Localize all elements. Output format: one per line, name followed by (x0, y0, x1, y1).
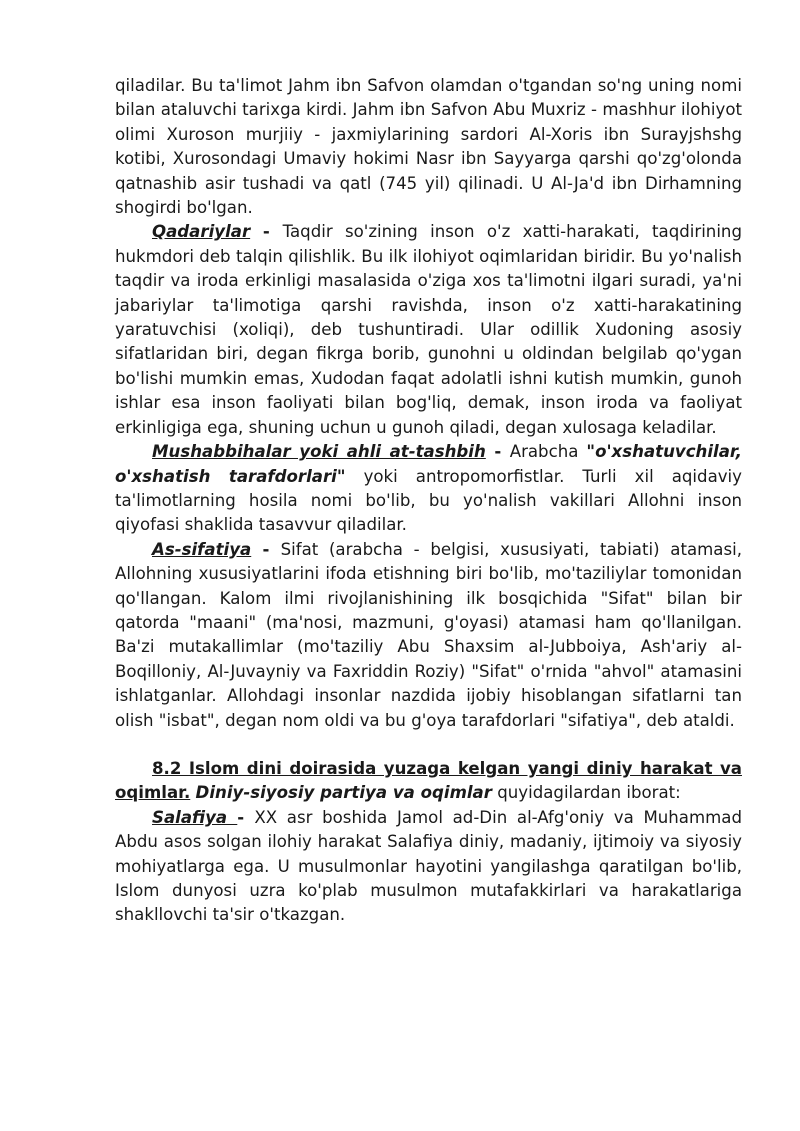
paragraph-text: quyidagilardan iborat: (491, 783, 681, 803)
paragraph-text: yoki antropomorfistlar. Turli xil aqidaviy ta'limotlarning hosila nomi bo'lib, bu yo'nalish vakillari Allohni inson qiyofasi shaklida tasavvur qiladilar. (115, 466, 742, 535)
term-dash: - (250, 222, 283, 242)
term-dash: - (251, 539, 281, 559)
paragraph-text: Arabcha (509, 442, 587, 462)
paragraph-salafiya (115, 806, 742, 928)
term-as-sifatiya: As-sifatiya (152, 539, 252, 559)
section-subheading: Diniy-siyosiy partiya va oqimlar (195, 783, 492, 803)
term-dash: - (485, 442, 510, 462)
term-qadariylar: Qadariylar (152, 222, 251, 242)
term-dash: - (237, 807, 255, 827)
paragraph-qadariylar (115, 220, 742, 440)
paragraph-mushabbihalar (115, 440, 742, 538)
section-heading-8-2 (115, 757, 742, 806)
paragraph-as-sifatiya (115, 538, 742, 733)
paragraph-text: XX asr boshida Jamol ad-Din al-Afg'oniy va Muhammad Abdu asos solgan ilohiy harakat Salafiya diniy, madaniy, ijtimoiy va siyosiy mohiyatlarga ega. U musulmonlar hayotini yangilashga qaratilgan bo'lib, Islom dunyosi uzra ko'plab musulmon mutafakkirlari va harakatlariga shakllovchi ta'sir o'tkazgan. (115, 807, 742, 925)
section-heading: 8.2 Islom dini doirasida yuzaga kelgan yangi diniy harakat va oqimlar. (115, 758, 742, 803)
term-mushabbihalar: Mushabbihalar yoki ahli at-tashbih (152, 442, 486, 462)
paragraph-jahm (115, 74, 742, 220)
paragraph-text: qiladilar. Bu ta'limot Jahm ibn Safvon olamdan o'tgandan so'ng uning nomi bilan ataluvchi tarixga kirdi. Jahm ibn Safvon Abu Muxriz - mashhur ilohiyot olimi Xuroson murjiiy - jaxmiylarining sardori Al-Xoris ibn Surayjshshg kotibi, Xurosondagi Umaviy hokimi Nasr ibn Sayyarga qarshi qo'zg'olonda qatnashib asir tushadi va qatl (745 yil) qilinadi. U Al-Ja'd ibn Dirhamning shogirdi bo'lgan. (115, 76, 742, 218)
term-salafiya: Salafiya (152, 807, 238, 827)
paragraph-text: Taqdir so'zining inson o'z xatti-harakati, taqdirining hukmdori deb talqin qilishlik. Bu ilk ilohiyot oqimlaridan biridir. Bu yo'nalish taqdir va iroda erkinligi masalasida o'ziga xos ta'limotni ilgari suradi, ya'ni jabariylar ta'limotiga qarshi ravishda, inson o'z xatti-harakatining yaratuvchisi (xoliqi), deb tushuntiradi. Ular odillik Xudoning asosiy sifatlaridan biri, degan fikrga borib, gunohni u oldindan belgilab qo'ygan bo'lishi mumkin emas, Xudodan faqat adolatli ishni kutish mumkin, gunoh ishlar esa inson faoliyati bilan bog'liq, demak, inson iroda va faoliyat erkinligiga ega, shuning uchun u gunoh qiladi, degan xulosaga keladilar. (115, 222, 742, 437)
paragraph-text: Sifat (arabcha - belgisi, xususiyati, tabiati) atamasi, Allohning xususiyatlarini ifoda etishning biri bo'lib, mo'taziliylar tomonidan qo'llangan. Kalom ilmi rivojlanishining ilk bosqichida "Sifat" bilan bir qatorda "maani" (ma'nosi, mazmuni, g'oyasi) atamasi ham qo'llanilgan. Ba'zi mutakallimlar (mo'taziliy Abu Shaxsim al-Jubboiya, Ash'ariy al-Boqilloniy, Al-Juvayniy va Faxriddin Roziy) "Sifat" o'rnida "ahvol" atamasini ishlatganlar. Allohdagi insonlar nazdida ijobiy hisoblangan sifatlarni tan olish "isbat", degan nom oldi va bu g'oya tarafdorlari "sifatiya", deb ataldi. (115, 539, 742, 730)
section-gap (115, 733, 742, 757)
emphasis-translation: "o'xshatuvchilar, o'xshatish tarafdorlari" (115, 442, 742, 486)
